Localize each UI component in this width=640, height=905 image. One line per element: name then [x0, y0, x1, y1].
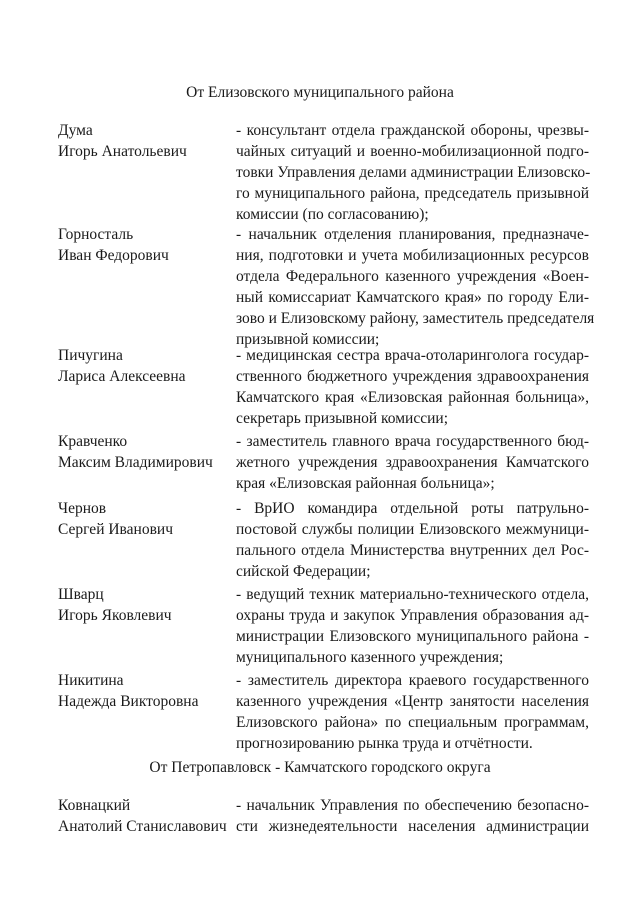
- duty-line: товки Управления делами администрации Елизовско-: [236, 164, 591, 181]
- duty-line: го муниципального района, председатель призывной: [236, 185, 589, 202]
- member-given-names: Лариса Алексеевна: [58, 368, 186, 385]
- duty-line: ный комиссариат Камчатского края» по городу Ели-: [236, 289, 589, 306]
- member-name: [58, 498, 233, 540]
- duty-line: охраны труда и закупок Управления образования ад-: [236, 607, 589, 624]
- duty-line: муниципального казенного учреждения;: [236, 649, 504, 666]
- duty-line: - медицинская сестра врача-отоларинголога государ-: [236, 347, 589, 364]
- duty-line: зово и Елизовскому району, заместитель председателя: [236, 310, 595, 327]
- member-duty: [236, 584, 589, 668]
- member-surname: Ковнацкий: [58, 797, 131, 814]
- member-duty: [236, 345, 589, 429]
- duty-line: казенного учреждения «Центр занятости населения: [236, 693, 589, 710]
- member-name: [58, 795, 233, 837]
- duty-line: - начальник отделения планирования, предназначе-: [236, 226, 589, 243]
- member-given-names: Максим Владимирович: [58, 454, 213, 471]
- member-given-names: Игорь Анатольевич: [58, 143, 187, 160]
- member-duty: [236, 670, 589, 754]
- duty-line: сти жизнедеятельности населения администрации: [236, 818, 589, 835]
- duty-line: - ВрИО командира отдельной роты патрульно-: [236, 500, 589, 517]
- member-surname: Никитина: [58, 672, 124, 689]
- duty-line: комиссии (по согласованию);: [236, 206, 429, 223]
- member-name: [58, 345, 233, 387]
- duty-line: Елизовского района» по специальным программам,: [236, 714, 589, 731]
- member-surname: Кравченко: [58, 433, 128, 450]
- duty-line: края «Елизовская районная больница»;: [236, 475, 495, 492]
- member-given-names: Игорь Яковлевич: [58, 607, 172, 624]
- member-surname: Чернов: [58, 500, 107, 517]
- duty-line: ственного бюджетного учреждения здравоохранения: [236, 368, 589, 385]
- duty-line: секретарь призывной комиссии;: [236, 410, 449, 427]
- member-surname: Шварц: [58, 586, 104, 603]
- member-duty: [236, 224, 595, 350]
- duty-line: - заместитель главного врача государственного бюд-: [236, 433, 589, 450]
- member-duty: [236, 431, 589, 494]
- member-given-names: Анатолий Станиславович: [58, 818, 227, 835]
- section-heading-elizovo: От Елизовского муниципального района: [186, 84, 454, 101]
- member-name: [58, 120, 233, 162]
- member-duty: [236, 498, 589, 582]
- member-name: [58, 670, 233, 712]
- duty-line: - консультант отдела гражданской обороны, чрезвы-: [236, 122, 589, 139]
- member-surname: Пичугина: [58, 347, 123, 364]
- member-surname: Дума: [58, 122, 93, 139]
- duty-line: жетного учреждения здравоохранения Камчатского: [236, 454, 589, 471]
- member-duty: [236, 120, 589, 225]
- member-surname: Горносталь: [58, 226, 134, 243]
- duty-line: министрации Елизовского муниципального района -: [236, 628, 589, 645]
- duty-line: - ведущий техник материально-технического отдела,: [236, 586, 589, 603]
- section-heading-petropavlovsk: От Петропавловск - Камчатского городского округа: [149, 759, 491, 776]
- member-name: [58, 584, 233, 626]
- duty-line: отдела Федерального казенного учреждения «Воен-: [236, 268, 589, 285]
- member-given-names: Иван Федорович: [58, 247, 169, 264]
- duty-line: Камчатского края «Елизовская районная больница»,: [236, 389, 589, 406]
- duty-line: прогнозированию рынка труда и отчётности.: [236, 735, 533, 752]
- member-name: [58, 224, 233, 266]
- member-name: [58, 431, 233, 473]
- duty-line: - заместитель директора краевого государственного: [236, 672, 589, 689]
- duty-line: - начальник Управления по обеспечению безопасно-: [236, 797, 589, 814]
- member-duty: [236, 795, 589, 837]
- duty-line: чайных ситуаций и военно-мобилизационной подго-: [236, 143, 589, 160]
- duty-line: пального отдела Министерства внутренних дел Рос-: [236, 542, 589, 559]
- member-given-names: Сергей Иванович: [58, 521, 174, 538]
- duty-line: ния, подготовки и учета мобилизационных ресурсов: [236, 247, 589, 264]
- duty-line: постовой службы полиции Елизовского межмуници-: [236, 521, 589, 538]
- duty-line: сийской Федерации;: [236, 563, 371, 580]
- duty-line: призывной комиссии;: [236, 331, 380, 348]
- member-given-names: Надежда Викторовна: [58, 693, 199, 710]
